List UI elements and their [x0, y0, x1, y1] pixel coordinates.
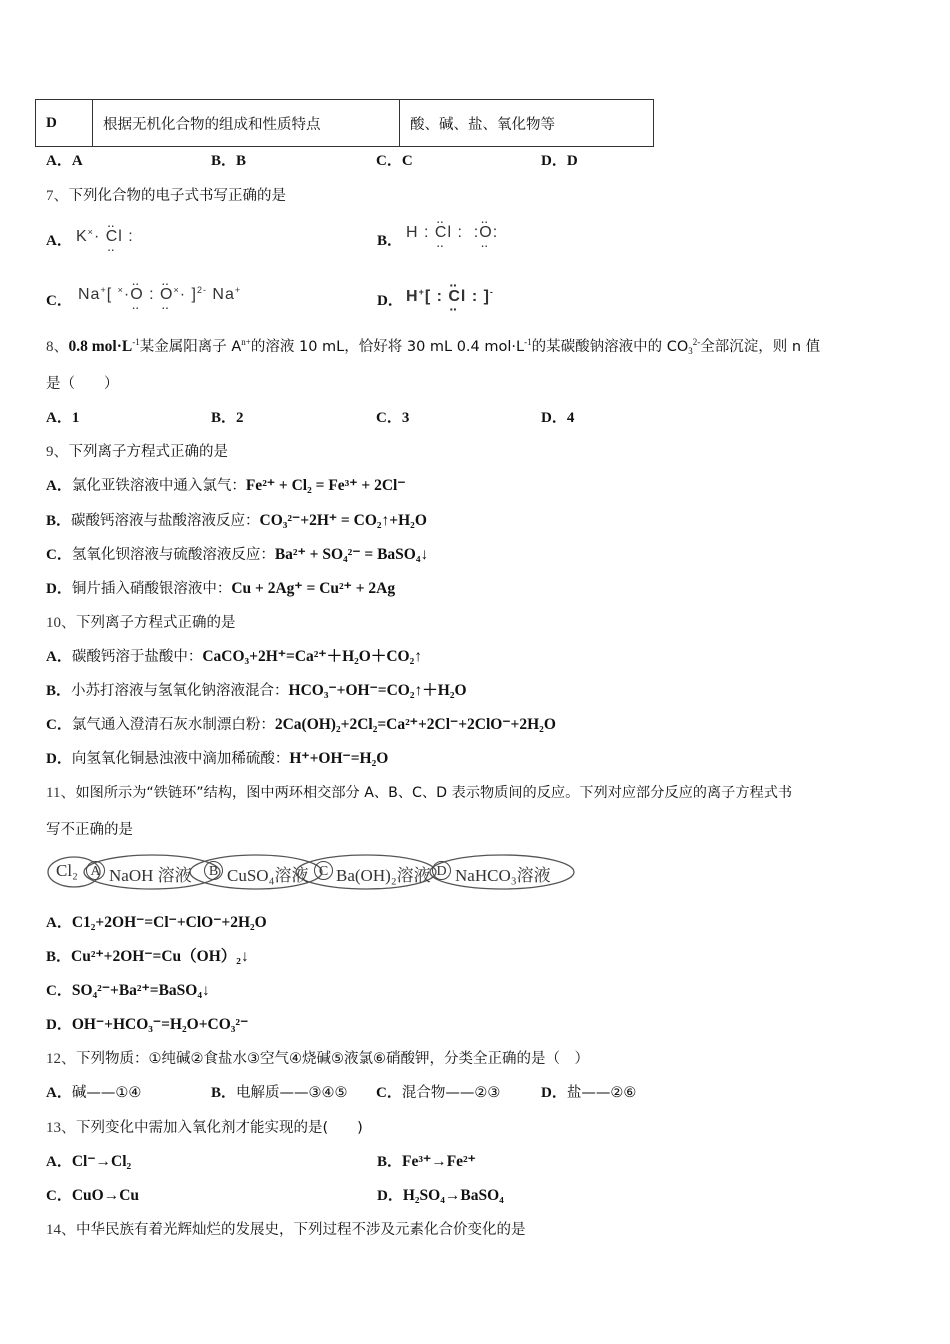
ring-label-baoh2: Ba(OH)₂溶液 — [336, 866, 431, 885]
ring-label-nahco3: NaHCO₃溶液 — [455, 866, 551, 885]
q11-option-d: D．OH⁻+HCO₃⁻=H₂O+CO₃²⁻ — [46, 1016, 249, 1033]
q13-option-a: A．Cl⁻→Cl₂ — [46, 1153, 132, 1170]
q11-option-c: C．SO₄²⁻+Ba²⁺=BaSO₄↓ — [46, 982, 210, 999]
question-11-stem-line1: 11、如图所示为“铁链环”结构，图中两环相交部分 A、B、C、D 表示物质间的反应。下列对应部分反应的离子方程式书 — [46, 785, 793, 801]
q7-option-b-electron-formula: H : ·· Cl ·· : :·· O ··: — [406, 224, 498, 242]
q9-option-b: B．碳酸钙溶液与盐酸溶液反应：CO₃²⁻+2H⁺ = CO₂↑+H₂O — [46, 512, 427, 529]
question-14-stem: 14、中华民族有着光辉灿烂的发展史，下列过程不涉及元素化合价变化的是 — [46, 1222, 526, 1238]
q11-option-a: A．C1₂+2OH⁻=Cl⁻+ClO⁻+2H₂O — [46, 914, 267, 931]
q6-option-b: B．B — [211, 153, 247, 169]
q12-option-c: C．混合物——②③ — [376, 1085, 501, 1101]
q13-option-b: B．Fe³⁺→Fe²⁺ — [377, 1153, 476, 1170]
question-12-stem: 12、下列物质：①纯碱②食盐水③空气④烧碱⑤液氯⑥硝酸钾，分类全正确的是（ ） — [46, 1051, 590, 1067]
question-13-stem: 13、下列变化中需加入氧化剂才能实现的是( ) — [46, 1120, 363, 1136]
q7-option-c-label: C． — [46, 293, 72, 309]
q8-option-c: C．3 — [376, 410, 410, 426]
question-7-stem: 7、下列化合物的电子式书写正确的是 — [46, 188, 287, 204]
table-cell-examples: 酸、碱、盐、氧化物等 — [400, 100, 654, 147]
q7-option-d-electron-formula: H+[ : ·· Cl ·· : ]- — [406, 288, 494, 306]
q7-option-b-label: B． — [377, 233, 403, 249]
ring-label-naoh: NaOH 溶液 — [109, 866, 192, 885]
q13-option-d: D．H₂SO₄→BaSO₄ — [377, 1187, 504, 1204]
q10-option-b: B．小苏打溶液与氢氧化钠溶液混合：HCO₃⁻+OH⁻=CO₂↑＋H₂O — [46, 682, 467, 699]
q6-option-c: C．C — [376, 153, 413, 169]
question-8-stem-line2: 是（ ） — [46, 376, 119, 392]
q7-option-a-label: A． — [46, 233, 72, 249]
q12-option-b: B．电解质——③④⑤ — [211, 1085, 348, 1101]
table-cell-id: D — [36, 100, 93, 147]
q13-option-c: C．CuO→Cu — [46, 1187, 140, 1204]
q12-option-d: D．盐——②⑥ — [541, 1085, 637, 1101]
question-9-stem: 9、下列离子方程式正确的是 — [46, 444, 229, 460]
ring-label-cl2: Cl₂ — [56, 861, 78, 880]
q8-option-a: A．1 — [46, 410, 80, 426]
q7-option-c-electron-formula: Na+[ ×··· O ·· : ·· O ··×· ]$^{2-}$ Na+ — [78, 286, 241, 304]
q6-option-a: A．A — [46, 153, 83, 169]
intersection-d: D — [432, 861, 451, 880]
q7-option-d-label: D． — [377, 293, 403, 309]
q7-option-a-electron-formula: K×· ·· Cl ·· : — [76, 228, 134, 246]
q6-option-d: D．D — [541, 153, 578, 169]
ring-label-cuso4: CuSO₄溶液 — [227, 866, 309, 885]
classification-table — [35, 99, 654, 147]
question-10-stem: 10、下列离子方程式正确的是 — [46, 615, 236, 631]
table-row — [36, 100, 654, 147]
q8-option-d: D．4 — [541, 410, 575, 426]
table-cell-basis: 根据无机化合物的组成和性质特点 — [93, 100, 400, 147]
q9-option-c: C．氢氧化钡溶液与硫酸溶液反应：Ba²⁺ + SO₄²⁻ = BaSO₄↓ — [46, 546, 429, 563]
q10-option-c: C．氯气通入澄清石灰水制漂白粉：2Ca(OH)₂+2Cl₂=Ca²⁺+2Cl⁻+2ClO⁻+2H₂O — [46, 716, 556, 733]
q11-option-b: B．Cu²⁺+2OH⁻=Cu（OH）₂↓ — [46, 948, 249, 965]
q10-option-d: D．向氢氧化铜悬浊液中滴加稀硫酸：H⁺+OH⁻=H₂O — [46, 750, 389, 767]
intersection-b: B — [204, 861, 223, 880]
q10-option-a: A．碳酸钙溶于盐酸中：CaCO₃+2H⁺=Ca²⁺＋H₂O＋CO₂↑ — [46, 648, 423, 665]
question-11-stem-line2: 写不正确的是 — [46, 822, 133, 838]
q12-option-a: A．碱——①④ — [46, 1085, 142, 1101]
iron-chain-diagram — [46, 852, 576, 892]
q8-option-b: B．2 — [211, 410, 244, 426]
intersection-a: A — [86, 861, 105, 880]
q9-option-a: A．氯化亚铁溶液中通入氯气：Fe²⁺ + Cl₂ = Fe³⁺ + 2Cl⁻ — [46, 477, 406, 494]
q9-option-d: D．铜片插入硝酸银溶液中：Cu + 2Ag⁺ = Cu²⁺ + 2Ag — [46, 580, 396, 597]
intersection-c: C — [314, 861, 333, 880]
question-8-stem-line1: 8、0.8 $mol\cdot L^{-1}$某金属阳离子 $A^{n+}$的溶液 10 mL，恰好将 30 mL 0.4 $mol\cdot L^{-1}$的某碳酸钠溶液中的 $CO_3^{2-}$全部沉淀，则 n 值 — [46, 337, 821, 356]
